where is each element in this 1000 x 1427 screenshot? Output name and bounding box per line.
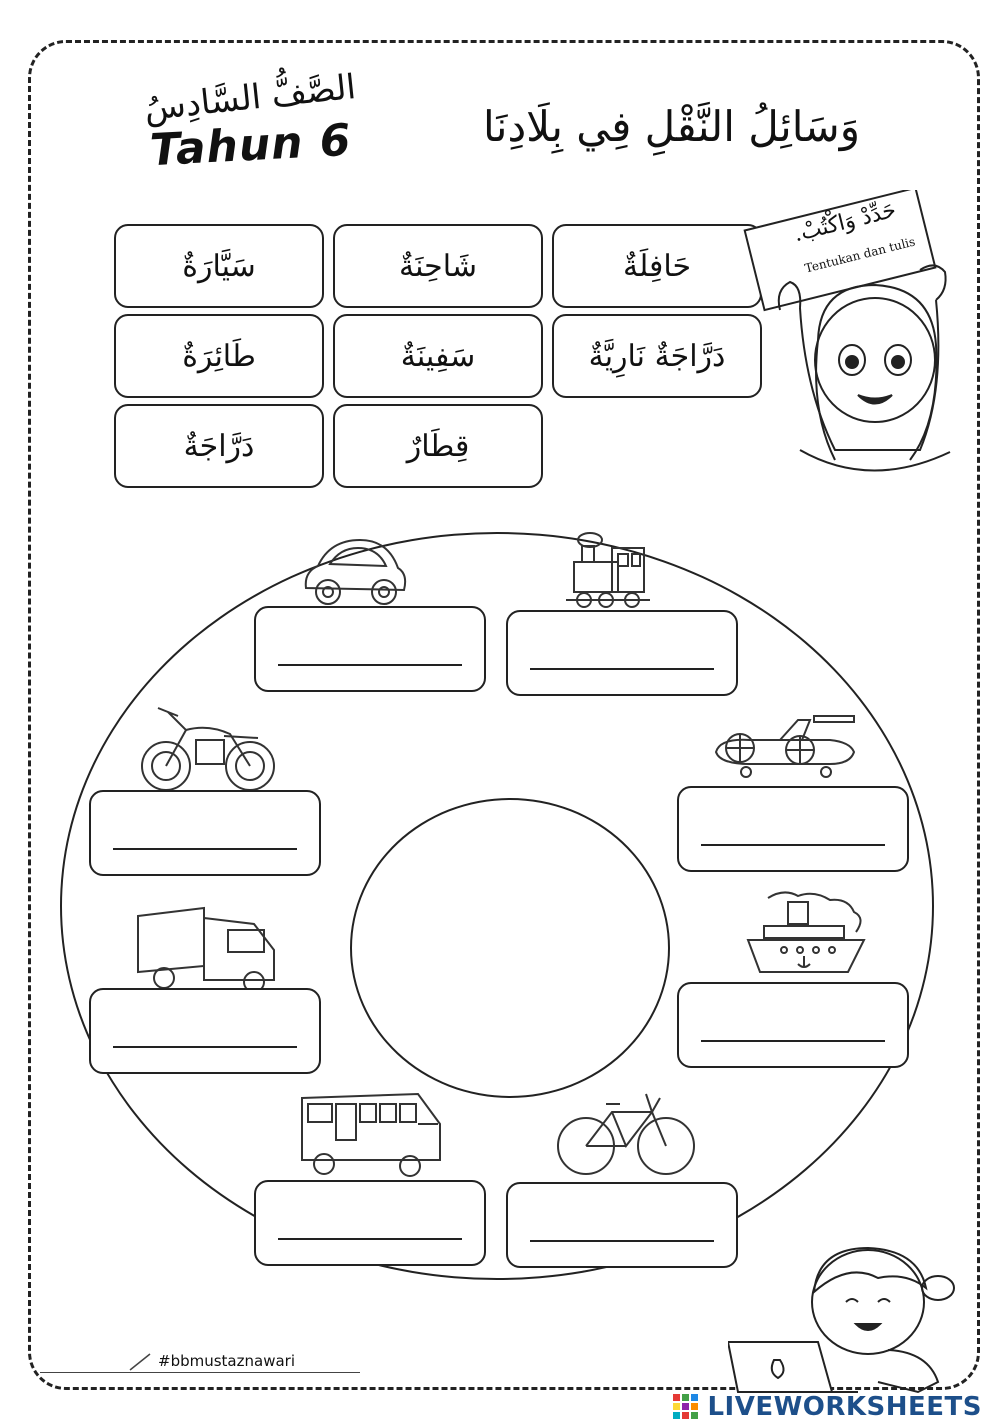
truck-icon: [134, 902, 284, 994]
answer-input[interactable]: [276, 630, 464, 662]
answer-box-car: [254, 606, 486, 692]
word-card[interactable]: حَافِلَةٌ: [552, 224, 762, 308]
word-card[interactable]: طَائِرَةٌ: [114, 314, 324, 398]
liveworksheets-logo-icon: [671, 1392, 701, 1422]
airplane-icon: [710, 712, 860, 780]
answer-line: [278, 664, 462, 666]
slash-decoration-icon: [128, 1352, 152, 1372]
answer-box-bicycle: [506, 1182, 738, 1268]
author-hashtag: #bbmustaznawari: [158, 1352, 295, 1370]
answer-box-truck: [89, 988, 321, 1074]
word-card[interactable]: دَرَّاجَةٌ: [114, 404, 324, 488]
answer-box-ship: [677, 982, 909, 1068]
answer-line: [701, 844, 885, 846]
motorcycle-icon: [138, 700, 278, 796]
answer-box-motorcycle: [89, 790, 321, 876]
answer-input[interactable]: [111, 1012, 299, 1044]
brand-logo: [671, 1392, 982, 1422]
word-card[interactable]: دَرَّاجَةٌ نَارِيَّةٌ: [552, 314, 762, 398]
brand-name: LIVEWORKSHEETS: [707, 1392, 982, 1422]
bus-icon: [298, 1088, 444, 1180]
answer-input[interactable]: [699, 1006, 887, 1038]
answer-line: [113, 1046, 297, 1048]
ship-icon: [744, 886, 872, 980]
grade-arabic: الصَّفُّ السَّادِسُ: [142, 67, 358, 129]
word-card[interactable]: شَاحِنَةٌ: [333, 224, 543, 308]
answer-input[interactable]: [699, 810, 887, 842]
answer-line: [530, 1240, 714, 1242]
answer-box-airplane: [677, 786, 909, 872]
answer-line: [530, 668, 714, 670]
instruction-arabic: حَدِّدْ وَاكْتُبْ.: [791, 197, 899, 248]
answer-box-train: [506, 610, 738, 696]
boy-with-laptop-icon: [728, 1232, 968, 1402]
instruction-malay: Tentukan dan tulis: [803, 234, 917, 276]
answer-input[interactable]: [276, 1204, 464, 1236]
word-card[interactable]: سَيَّارَةٌ: [114, 224, 324, 308]
answer-input[interactable]: [528, 1206, 716, 1238]
footer-divider: [40, 1372, 360, 1373]
bicycle-icon: [556, 1088, 696, 1180]
answer-line: [701, 1040, 885, 1042]
grade-malay: Tahun 6: [148, 114, 353, 177]
word-card[interactable]: سَفِينَةٌ: [333, 314, 543, 398]
car-icon: [300, 532, 410, 608]
answer-line: [278, 1238, 462, 1240]
worksheet-title: وَسَائِلُ النَّقْلِ فِي بِلَادِنَا: [482, 102, 860, 151]
train-icon: [562, 530, 652, 612]
center-circle: [350, 798, 670, 1098]
answer-input[interactable]: [528, 634, 716, 666]
answer-line: [113, 848, 297, 850]
answer-box-bus: [254, 1180, 486, 1266]
word-card[interactable]: قِطَارٌ: [333, 404, 543, 488]
answer-input[interactable]: [111, 814, 299, 846]
